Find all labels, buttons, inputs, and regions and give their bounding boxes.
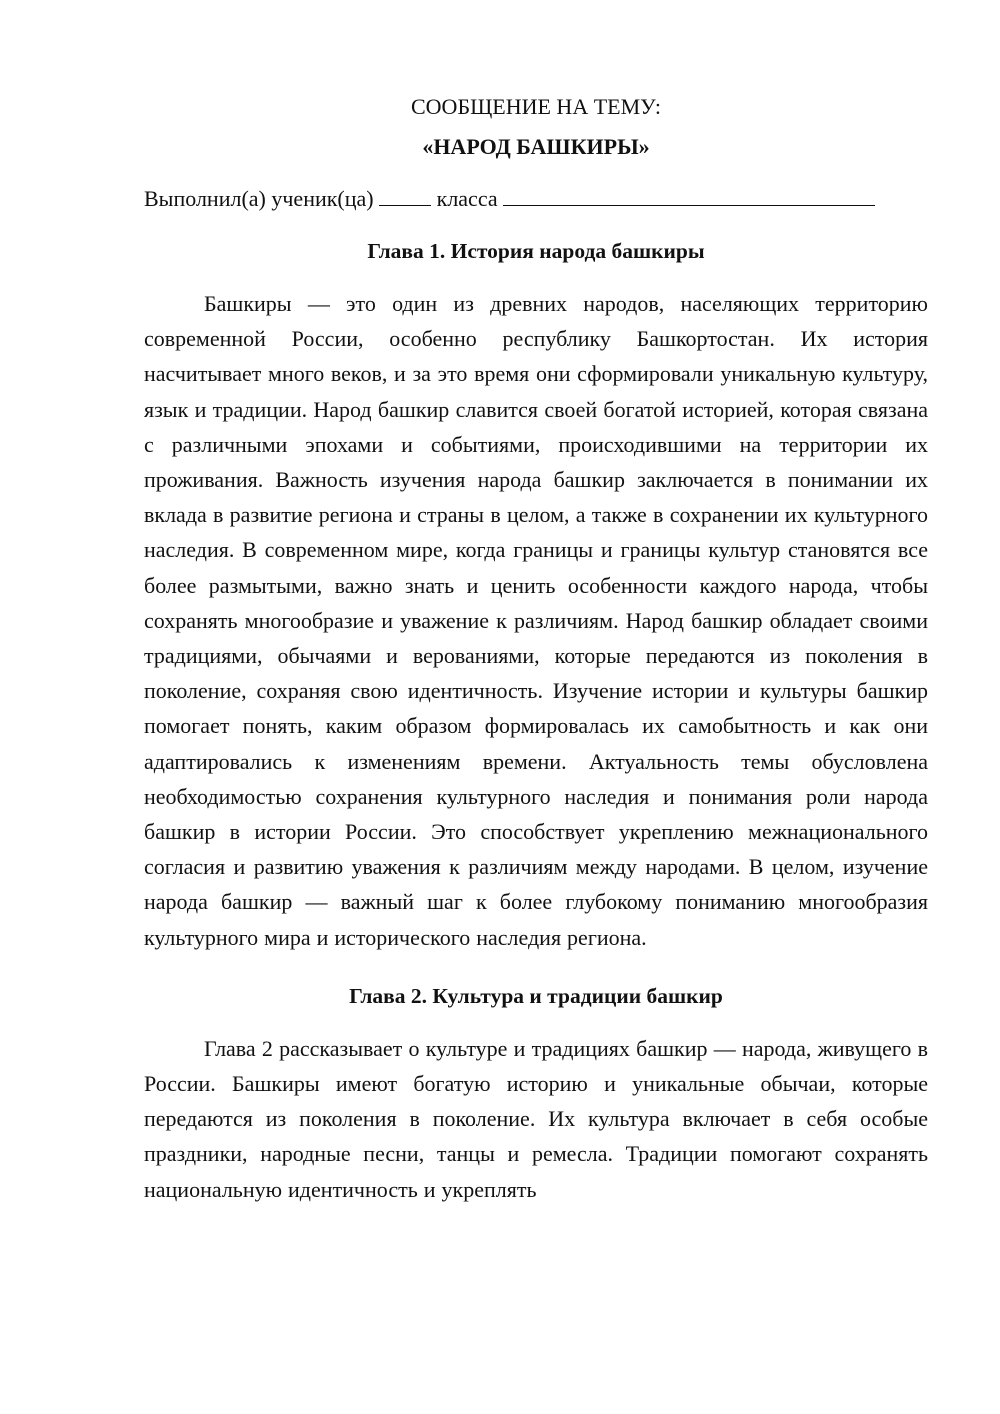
chapter-2-paragraph: Глава 2 рассказывает о культуре и традициях башкир — народа, живущего в России. Башкиры имеют богатую историю и уникальные обычаи, которые передаются из поколения в поколение. Их культура включает в себя особые праздники, народные песни, танцы и ремесла. Традиции помогают сохранять национальную идентичность и укреплять [144,1035,928,1202]
chapter-1-heading: Глава 1. История народа башкиры [367,239,705,263]
student-name-blank [503,183,875,206]
author-line [144,182,928,216]
class-number-blank [379,183,431,206]
author-label: Выполнил(а) ученик(ца) [144,186,374,211]
document-page [144,90,928,1207]
chapter-2-heading: Глава 2. Культура и традиции башкир [349,983,723,1008]
document-title: «НАРОД БАШКИРЫ» [422,134,650,159]
class-label: класса [436,186,498,211]
chapter-1-paragraph: Башкиры — это один из древних народов, населяющих территорию современной России, особенно республику Башкортостан. Их история насчитывает много веков, и за это время они сформировали уникальную культуру, язык и традиции. Народ башкир славится своей богатой историей, которая связана с различными эпохами и событиями, происходившими на территории их проживания. Важность изучения народа башкир заключается в понимании их вклада в развитие региона и страны в целом, а также в сохранении их культурного наследия. В современном мире, когда границы и границы культур становятся все более размытыми, важно знать и ценить особенности каждого народа, чтобы сохранять многообразие и уважение к различиям. Народ башкир обладает своими традициями, обычаями и верованиями, которые передаются из поколения в поколение, сохраняя свою идентичность. Изучение истории и культуры башкир помогает понять, каким образом формировалась их самобытность и как они адаптировались к изменениям времени. Актуальность темы обусловлена необходимостью сохранения культурного наследия и понимания роли народа башкир в истории России. Это способствует укреплению межнационального согласия и развитию уважения к различиям между народами. В целом, изучение народа башкир — важный шаг к более глубокому пониманию многообразия культурного мира и исторического наследия региона. [144,291,928,950]
document-header: СООБЩЕНИЕ НА ТЕМУ: [411,94,661,119]
